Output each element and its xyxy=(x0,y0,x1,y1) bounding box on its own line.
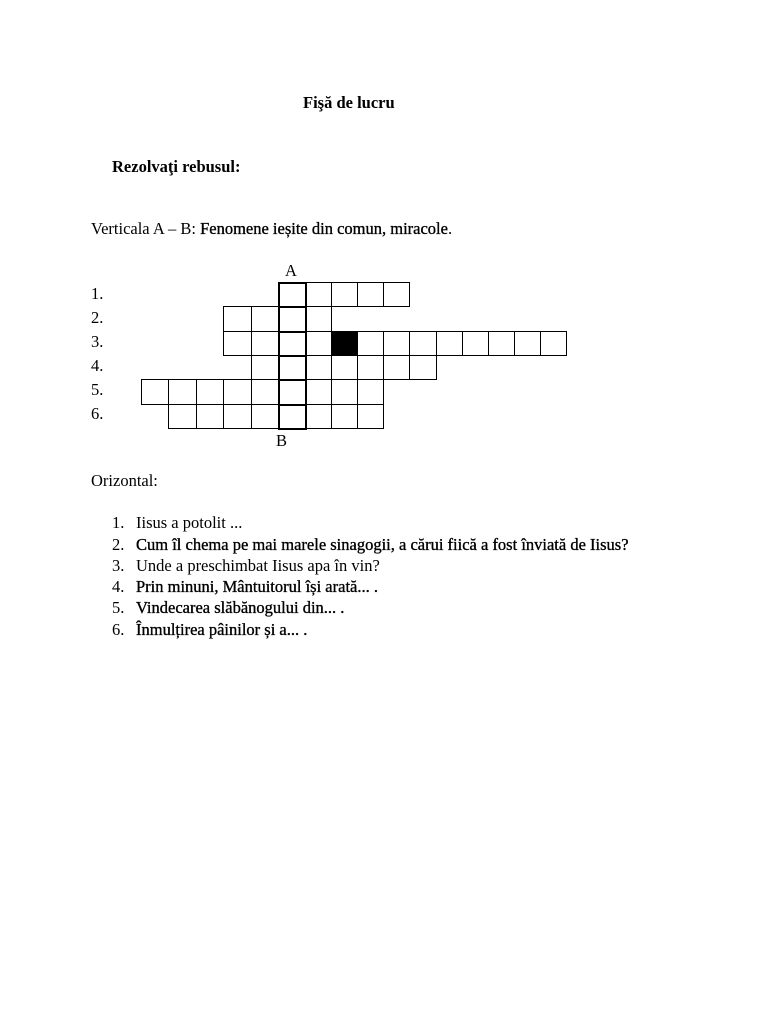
crossword-cell xyxy=(305,355,332,380)
vertical-clue-text: Fenomene ieșite din comun, miracole xyxy=(200,219,448,238)
crossword-cell xyxy=(331,355,358,380)
clue-number: 4. xyxy=(112,577,125,596)
clue-text: Unde a preschimbat Iisus apa în vin? xyxy=(136,556,380,575)
vertical-clue-end: . xyxy=(447,219,453,238)
crossword-cell xyxy=(357,404,384,429)
crossword-cell xyxy=(168,404,197,429)
crossword-cell xyxy=(409,355,437,380)
row-number-label: 6. xyxy=(91,404,104,423)
crossword-cell xyxy=(305,404,332,429)
crossword-cell xyxy=(409,331,437,356)
crossword-cell xyxy=(223,379,252,405)
crossword-cell xyxy=(331,282,358,307)
crossword-cell xyxy=(196,379,224,405)
crossword-cell xyxy=(331,404,358,429)
crossword-key-cell xyxy=(278,379,307,406)
crossword-key-cell xyxy=(278,331,307,357)
crossword-cell xyxy=(305,306,332,332)
crossword-cell xyxy=(383,355,410,380)
clue-text: Vindecarea slăbănogului din... . xyxy=(136,598,345,617)
crossword-cell xyxy=(540,331,567,356)
crossword-cell xyxy=(436,331,463,356)
clue-text: Prin minuni, Mântuitorul își arată... . xyxy=(136,577,378,596)
crossword-cell xyxy=(251,331,279,356)
crossword-cell xyxy=(331,379,358,405)
clue-text: Înmulțirea pâinilor și a... . xyxy=(136,620,308,639)
crossword-cell xyxy=(383,331,410,356)
clue-text: Iisus a potolit ... xyxy=(136,513,243,532)
crossword-cell xyxy=(251,355,279,380)
crossword-black-cell xyxy=(331,331,358,356)
crossword-cell xyxy=(251,404,279,429)
crossword-cell xyxy=(223,306,252,332)
crossword-cell xyxy=(251,379,279,405)
crossword-key-cell xyxy=(278,355,307,381)
page-title: Fişă de lucru xyxy=(303,93,395,112)
row-number-label: 1. xyxy=(91,284,104,303)
crossword-cell xyxy=(305,331,332,356)
crossword-bottom-label: B xyxy=(276,431,288,450)
crossword-cell xyxy=(357,379,384,405)
horizontal-heading: Orizontal: xyxy=(91,471,158,490)
clue-number: 3. xyxy=(112,556,125,575)
crossword-cell xyxy=(383,282,410,307)
crossword-cell xyxy=(305,379,332,405)
crossword-cell xyxy=(141,379,169,405)
row-number-label: 5. xyxy=(91,380,104,399)
vertical-clue-label: Verticala A – B: xyxy=(91,219,196,238)
crossword-cell xyxy=(462,331,489,356)
crossword-cell xyxy=(305,282,332,307)
crossword-key-cell xyxy=(278,282,307,308)
crossword-cell xyxy=(357,331,384,356)
clue-number: 6. xyxy=(112,620,125,639)
crossword-key-cell xyxy=(278,404,307,430)
row-number-label: 4. xyxy=(91,356,104,375)
crossword-cell xyxy=(223,404,252,429)
crossword-cell xyxy=(223,331,252,356)
clue-number: 1. xyxy=(112,513,125,532)
crossword-cell xyxy=(357,355,384,380)
crossword-cell xyxy=(514,331,541,356)
crossword-top-label: A xyxy=(285,261,297,280)
crossword-cell xyxy=(488,331,515,356)
clue-number: 5. xyxy=(112,598,125,617)
crossword-cell xyxy=(357,282,384,307)
row-number-label: 3. xyxy=(91,332,104,351)
crossword-key-cell xyxy=(278,306,307,333)
clue-text: Cum îl chema pe mai marele sinagogii, a cărui fiică a fost înviată de Iisus? xyxy=(136,535,629,554)
instruction-heading: Rezolvaţi rebusul: xyxy=(112,157,241,176)
clue-number: 2. xyxy=(112,535,125,554)
crossword-cell xyxy=(251,306,279,332)
crossword-cell xyxy=(168,379,197,405)
row-number-label: 2. xyxy=(91,308,104,327)
crossword-cell xyxy=(196,404,224,429)
